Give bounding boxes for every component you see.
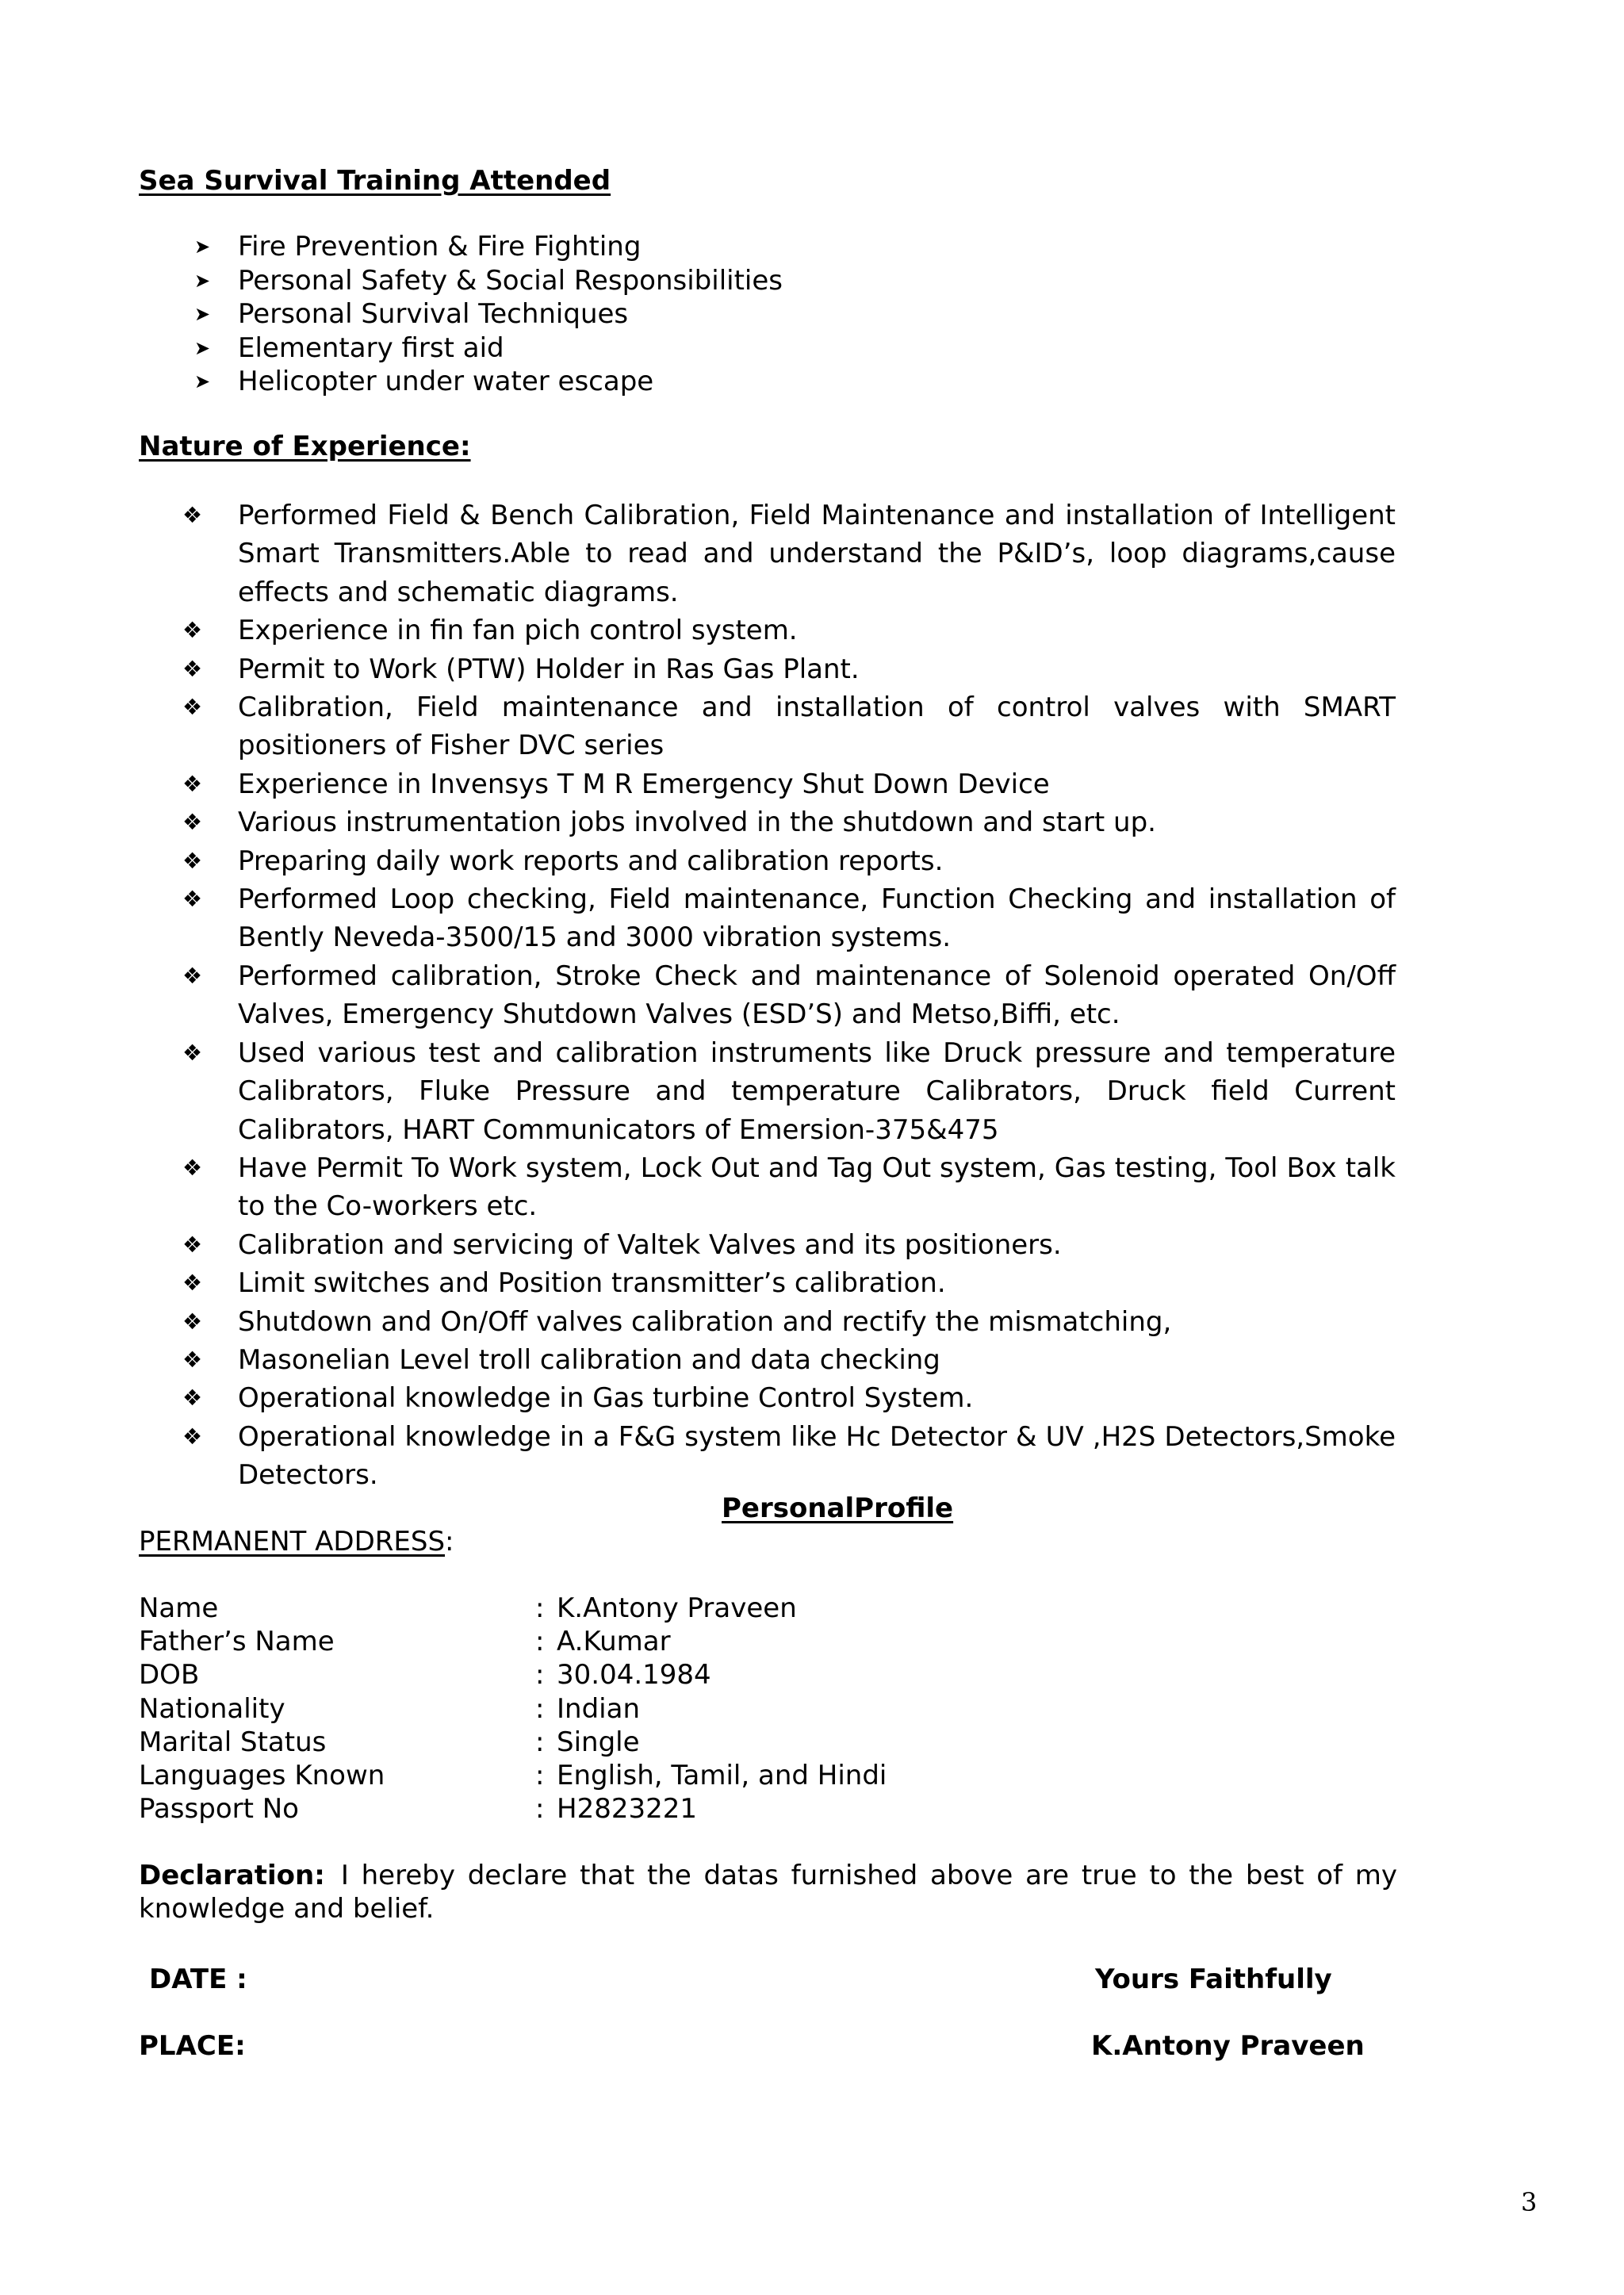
experience-item: ❖ Have Permit To Work system, Lock Out and Tag Out system, Gas testing, Tool Box talk to the Co-workers etc. [182, 1149, 1396, 1226]
experience-item: ❖ Performed Loop checking, Field maintenance, Function Checking and installation of Bently Neveda-3500/15 and 3000 vibration systems. [182, 880, 1396, 957]
experience-item: ❖ Performed calibration, Stroke Check and maintenance of Solenoid operated On/Off Valves, Emergency Shutdown Valves (ESD’S) and Metso,Biffi, etc. [182, 957, 1396, 1034]
experience-item: ❖ Masonelian Level troll calibration and data checking [182, 1341, 1396, 1379]
closing-text: Yours Faithfully [1095, 1964, 1332, 1995]
training-heading: Sea Survival Training Attended [139, 165, 611, 197]
declaration [139, 1859, 1397, 1925]
training-list [194, 230, 1146, 399]
arrow-bullet-icon: ➤ [194, 269, 211, 292]
declaration-text: I hereby declare that the datas furnished above are true to the best of my knowledge and belief. [139, 1860, 1397, 1925]
diamond-bullet-icon: ❖ [182, 1231, 203, 1258]
diamond-bullet-icon: ❖ [182, 1346, 203, 1373]
training-item: ➤ Fire Prevention & Fire Fighting [194, 231, 642, 262]
profile-row: Name : K.Antony Praveen [139, 1592, 797, 1624]
place-label: PLACE: [139, 2030, 246, 2062]
arrow-bullet-icon: ➤ [194, 336, 211, 359]
experience-item: ❖ Used various test and calibration instruments like Druck pressure and temperature Calibrators, Fluke Pressure and temperature Calibrators, Druck field Current Calibrators, HART Communicators of Emersion-375&475 [182, 1034, 1396, 1149]
declaration-label: Declaration: [139, 1860, 325, 1891]
experience-item: ❖ Experience in Invensys T M R Emergency Shut Down Device [182, 765, 1396, 803]
signature-name: K.Antony Praveen [1091, 2030, 1365, 2062]
diamond-bullet-icon: ❖ [182, 1423, 203, 1450]
diamond-bullet-icon: ❖ [182, 1039, 203, 1066]
experience-item: ❖ Operational knowledge in a F&G system like Hc Detector & UV ,H2S Detectors,Smoke Detectors. [182, 1418, 1396, 1495]
diamond-bullet-icon: ❖ [182, 694, 203, 721]
profile-row: Marital Status : Single [139, 1726, 640, 1758]
diamond-bullet-icon: ❖ [182, 809, 203, 836]
profile-row: Languages Known : English, Tamil, and Hindi [139, 1759, 887, 1791]
arrow-bullet-icon: ➤ [194, 236, 211, 258]
training-item: ➤ Helicopter under water escape [194, 366, 654, 397]
page-number: 3 [1521, 2187, 1538, 2217]
experience-item: ❖ Calibration and servicing of Valtek Valves and its positioners. [182, 1226, 1396, 1264]
diamond-bullet-icon: ❖ [182, 655, 203, 682]
experience-heading: Nature of Experience: [139, 431, 471, 462]
experience-list [182, 496, 1396, 1495]
diamond-bullet-icon: ❖ [182, 1154, 203, 1181]
diamond-bullet-icon: ❖ [182, 847, 203, 874]
experience-item: ❖ Shutdown and On/Off valves calibration and rectify the mismatching, [182, 1303, 1396, 1341]
profile-row: Father’s Name : A.Kumar [139, 1626, 671, 1658]
profile-row: DOB : 30.04.1984 [139, 1659, 711, 1692]
arrow-bullet-icon: ➤ [194, 303, 211, 325]
experience-item: ❖ Experience in fin fan pich control system. [182, 611, 1396, 649]
experience-item: ❖ Performed Field & Bench Calibration, Field Maintenance and installation of Intelligent Smart Transmitters.Able to read and understand the P&ID’s, loop diagrams,cause effects and schematic diagrams. [182, 496, 1396, 611]
training-item: ➤ Personal Survival Techniques [194, 298, 629, 330]
diamond-bullet-icon: ❖ [182, 1385, 203, 1412]
diamond-bullet-icon: ❖ [182, 886, 203, 913]
diamond-bullet-icon: ❖ [182, 1270, 203, 1297]
experience-item: ❖ Preparing daily work reports and calibration reports. [182, 842, 1396, 880]
training-item: ➤ Elementary first aid [194, 331, 504, 364]
personal-profile-title: PersonalProfile [722, 1492, 954, 1524]
diamond-bullet-icon: ❖ [182, 770, 203, 797]
arrow-bullet-icon: ➤ [194, 370, 211, 393]
diamond-bullet-icon: ❖ [182, 502, 203, 528]
profile-row: Passport No : H2823221 [139, 1793, 697, 1826]
date-label: DATE : [149, 1964, 247, 1995]
experience-item: ❖ Various instrumentation jobs involved in the shutdown and start up. [182, 803, 1396, 841]
diamond-bullet-icon: ❖ [182, 962, 203, 989]
profile-details [139, 1592, 1011, 1826]
experience-item: ❖ Limit switches and Position transmitter’s calibration. [182, 1264, 1396, 1302]
diamond-bullet-icon: ❖ [182, 1308, 203, 1335]
experience-item: ❖ Permit to Work (PTW) Holder in Ras Gas Plant. [182, 650, 1396, 688]
experience-item: ❖ Calibration, Field maintenance and installation of control valves with SMART positioners of Fisher DVC series [182, 688, 1396, 765]
permanent-address-label: PERMANENT ADDRESS: [139, 1526, 454, 1557]
profile-row: Nationality : Indian [139, 1692, 640, 1725]
training-item: ➤ Personal Safety & Social Responsibilities [194, 264, 783, 297]
diamond-bullet-icon: ❖ [182, 617, 203, 644]
experience-item: ❖ Operational knowledge in Gas turbine Control System. [182, 1379, 1396, 1417]
